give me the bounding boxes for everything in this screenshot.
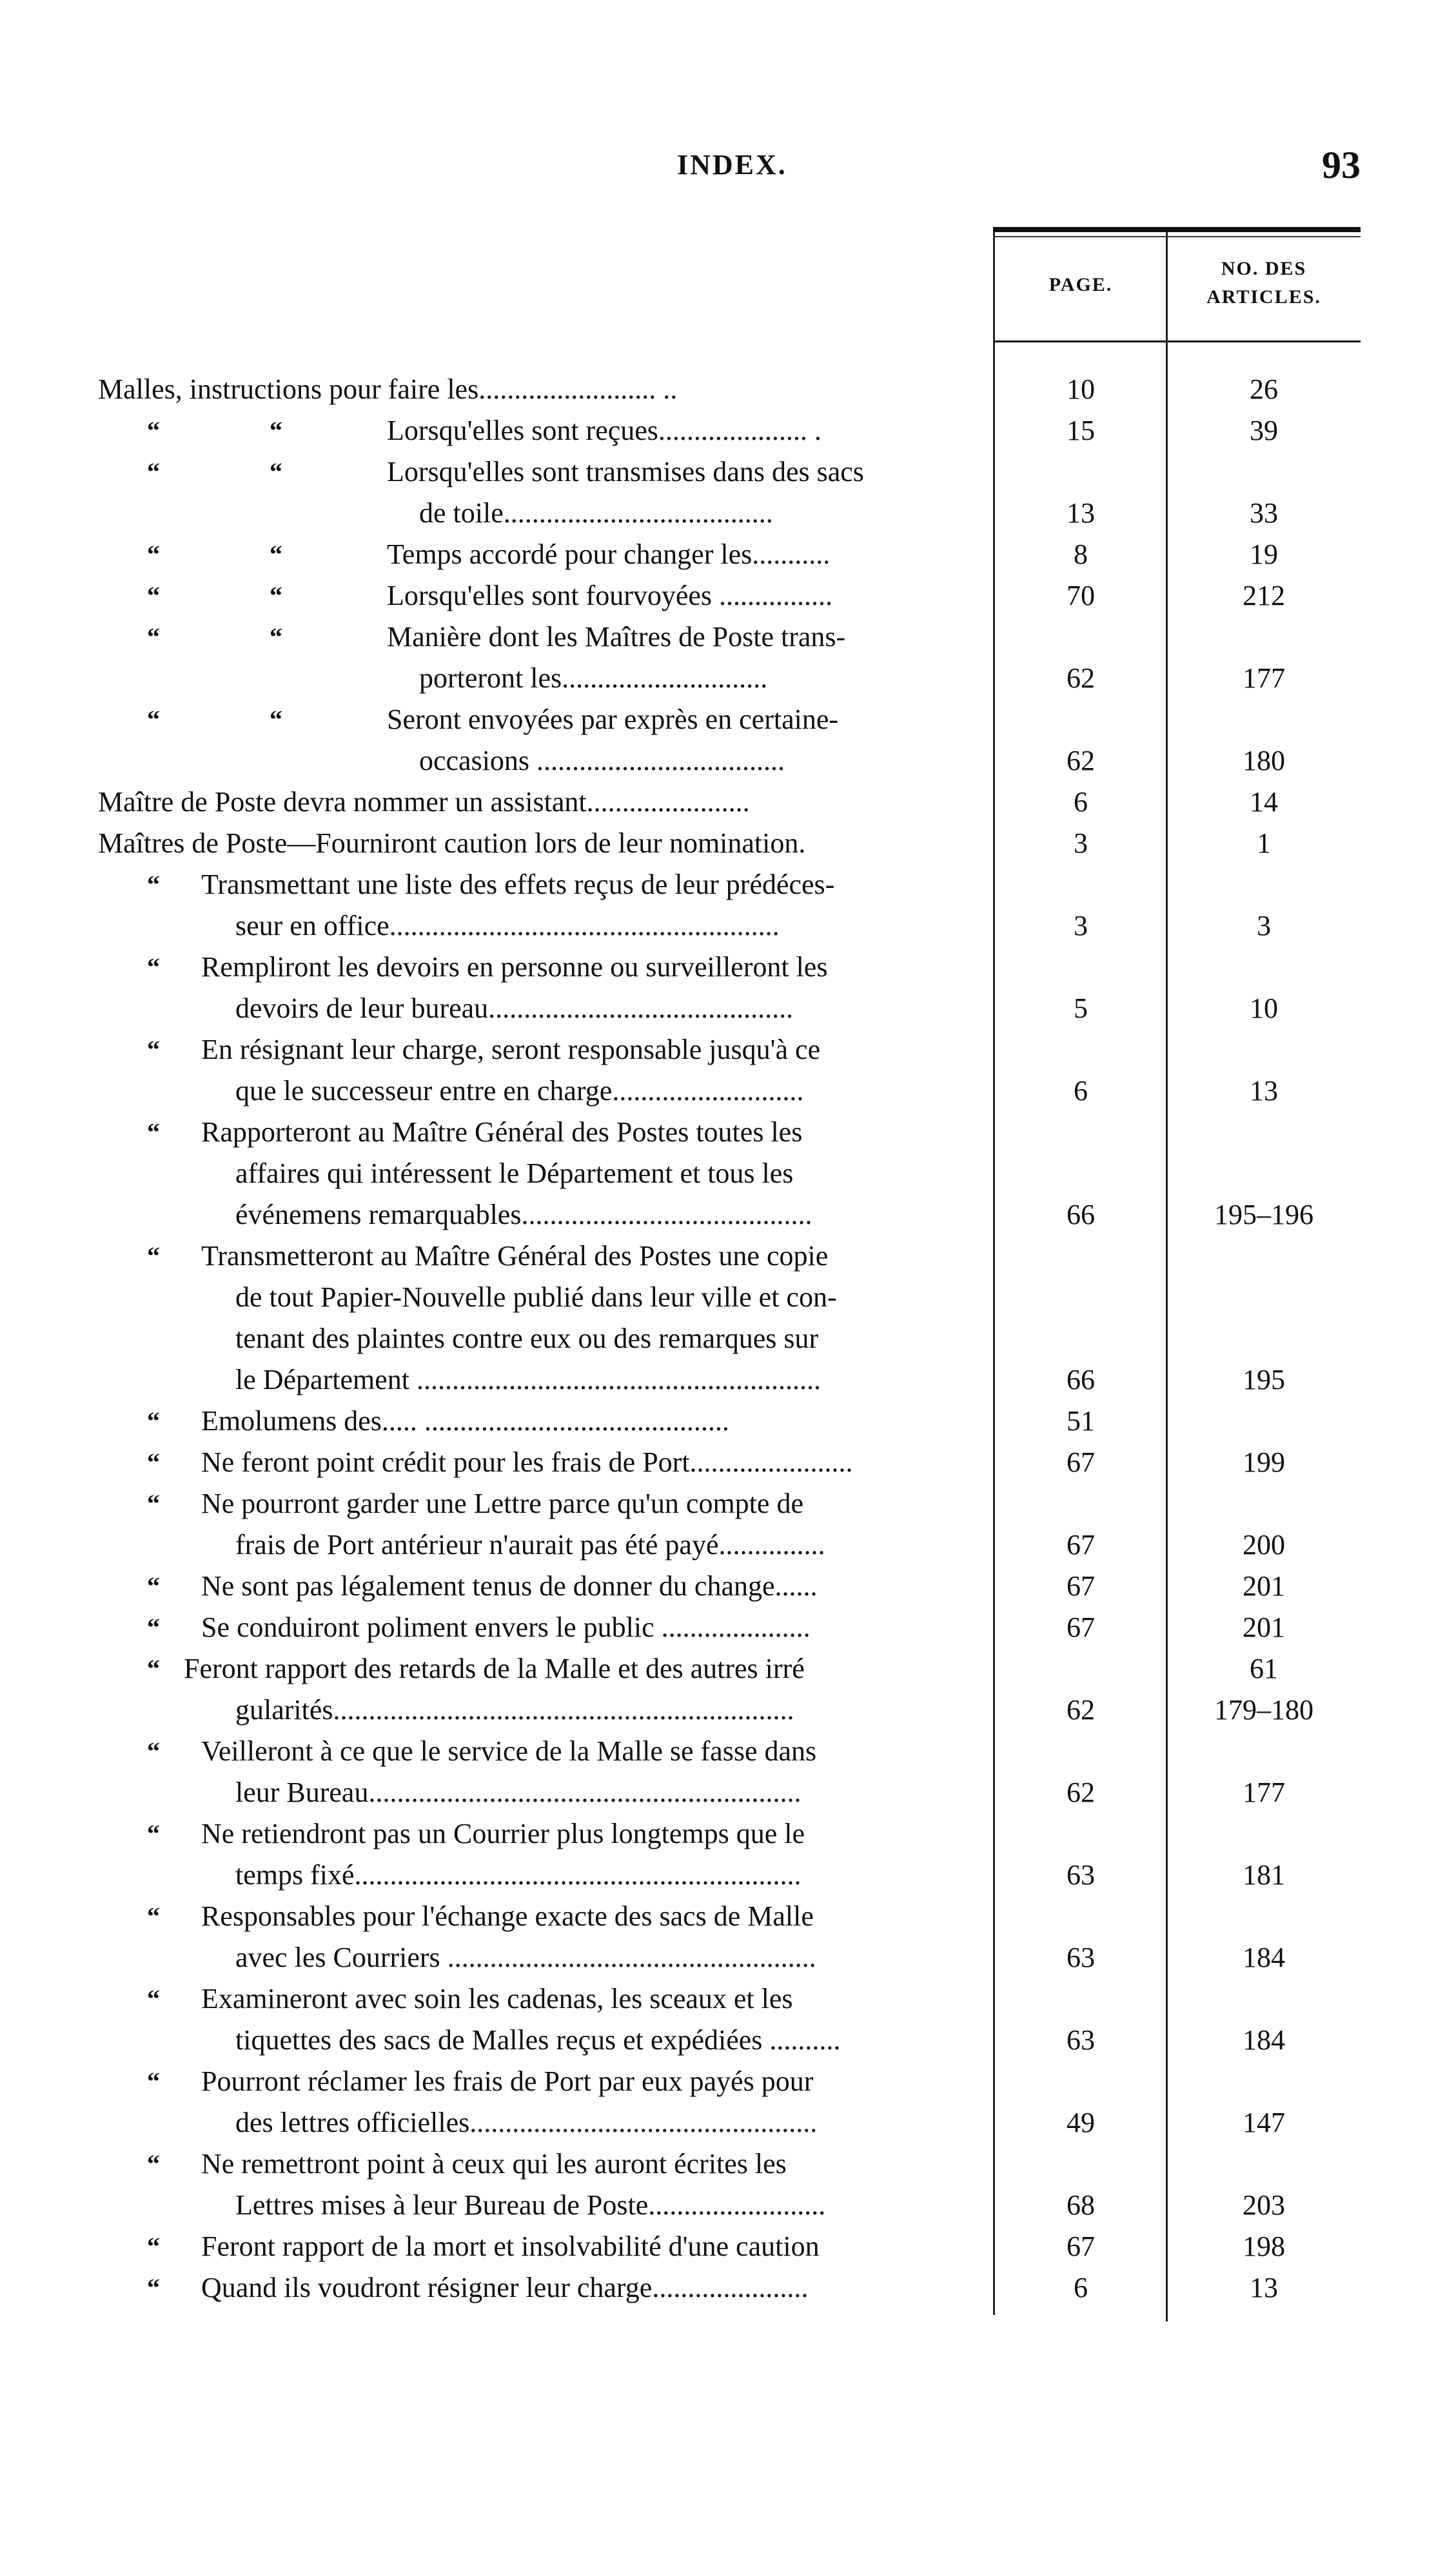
entry-text: gularités................................................................. [235, 1694, 794, 1726]
entry-text: Feront rapport de la mort et insolvabilité d'une caution [201, 2231, 820, 2262]
index-entry [0, 2226, 1456, 2267]
entry-page: 67 [1067, 1611, 1095, 1643]
entry-article: 19 [1250, 538, 1278, 570]
entry-text: leur Bureau............................................................. [235, 1777, 802, 1808]
entry-text: Veilleront à ce que le service de la Malle se fasse dans [201, 1735, 817, 1767]
entry-page: 62 [1067, 745, 1095, 776]
ditto-mark: “ [147, 2232, 160, 2261]
entry-text: Examineront avec soin les cadenas, les sceaux et les [201, 1983, 793, 2014]
ditto-mark: “ [147, 870, 160, 899]
index-entry [0, 658, 1456, 699]
entry-page: 63 [1067, 1859, 1095, 1891]
entry-page: 63 [1067, 1942, 1095, 1973]
entry-page: 62 [1067, 1694, 1095, 1726]
ditto-mark: “ [270, 540, 282, 569]
ditto-mark: “ [147, 1035, 160, 1064]
entry-text: Lorsqu'elles sont transmises dans des sacs [387, 456, 864, 488]
entry-page: 51 [1067, 1405, 1095, 1437]
entry-page: 49 [1067, 2107, 1095, 2138]
index-entry [0, 534, 1456, 575]
index-entry [0, 2020, 1456, 2061]
entry-article: 200 [1243, 1529, 1285, 1561]
entry-text: En résignant leur charge, seront responsable jusqu'à ce [201, 1034, 821, 1065]
ditto-mark: “ [270, 622, 282, 651]
index-entry [0, 988, 1456, 1029]
index-entry [0, 1813, 1456, 1855]
entry-text: le Département ......................................................... [235, 1364, 821, 1395]
index-entry [0, 2061, 1456, 2102]
ditto-mark: “ [147, 1654, 160, 1683]
index-entry [0, 1029, 1456, 1070]
entry-page: 62 [1067, 1777, 1095, 1808]
entry-text: Lorsqu'elles sont reçues..................... . [387, 415, 821, 446]
index-entry [0, 1483, 1456, 1524]
entry-article: 14 [1250, 786, 1278, 818]
entry-article: 177 [1243, 1777, 1285, 1808]
entry-text: devoirs de leur bureau........................................... [235, 992, 794, 1024]
entry-page: 13 [1067, 497, 1095, 529]
entry-page: 68 [1067, 2189, 1095, 2221]
entry-text: de tout Papier-Nouvelle publié dans leur ville et con- [235, 1281, 837, 1313]
entry-text: Ne feront point crédit pour les frais de Port....................... [201, 1446, 853, 1478]
entry-article: 199 [1243, 1446, 1285, 1478]
entry-text: de toile...................................... [419, 497, 773, 529]
index-entry [0, 2185, 1456, 2226]
index-entry [0, 1607, 1456, 1648]
table-top-rule-thin [993, 236, 1361, 237]
entry-page: 67 [1067, 1446, 1095, 1478]
index-entry [0, 1978, 1456, 2020]
index-entry [0, 1648, 1456, 1689]
entry-page: 6 [1074, 2272, 1088, 2303]
entry-text: Responsables pour l'échange exacte des sacs de Malle [201, 1900, 814, 1932]
entry-article: 212 [1243, 580, 1285, 611]
index-entry [0, 369, 1456, 410]
index-entry [0, 1112, 1456, 1153]
index-entry [0, 1359, 1456, 1401]
entry-article: 3 [1257, 910, 1271, 941]
entry-page: 66 [1067, 1199, 1095, 1230]
index-entry [0, 823, 1456, 864]
ditto-mark: “ [270, 416, 282, 445]
entry-text: que le successeur entre en charge........................... [235, 1075, 804, 1107]
ditto-mark: “ [147, 457, 160, 486]
entry-text: Malles, instructions pour faire les......................... .. [98, 373, 678, 405]
entry-page: 67 [1067, 2231, 1095, 2262]
index-entry [0, 1731, 1456, 1772]
index-entry [0, 616, 1456, 658]
ditto-mark: “ [147, 2149, 160, 2178]
index-entry [0, 864, 1456, 905]
index-entry [0, 699, 1456, 740]
entry-text: Temps accordé pour changer les........... [387, 538, 831, 570]
entry-article: 201 [1243, 1611, 1285, 1643]
ditto-mark: “ [147, 540, 160, 569]
index-entry [0, 493, 1456, 534]
entry-page: 63 [1067, 2024, 1095, 2056]
ditto-mark: “ [147, 2273, 160, 2302]
entry-article: 201 [1243, 1570, 1285, 1602]
running-head: INDEX. [677, 149, 787, 181]
ditto-mark: “ [147, 1489, 160, 1518]
entry-text: Pourront réclamer les frais de Port par eux payés pour [201, 2065, 814, 2097]
entry-text: Quand ils voudront résigner leur charge...................... [201, 2272, 809, 2303]
articles-header-line1: NO. DES [1221, 258, 1307, 279]
entry-text: frais de Port antérieur n'aurait pas été payé............... [235, 1529, 825, 1561]
index-entry [0, 782, 1456, 823]
entry-text: seur en office....................................................... [235, 910, 780, 941]
ditto-mark: “ [270, 581, 282, 610]
index-entry [0, 2102, 1456, 2143]
index-entry [0, 1318, 1456, 1359]
index-entry [0, 2143, 1456, 2185]
entry-article: 26 [1250, 373, 1278, 405]
entry-page: 67 [1067, 1570, 1095, 1602]
entry-article: 1 [1257, 827, 1271, 859]
ditto-mark: “ [147, 1902, 160, 1931]
ditto-mark: “ [147, 1118, 160, 1147]
entry-article: 181 [1243, 1859, 1285, 1891]
entry-article: 195–196 [1214, 1199, 1313, 1230]
entry-article: 203 [1243, 2189, 1285, 2221]
ditto-mark: “ [147, 705, 160, 734]
index-entry [0, 451, 1456, 493]
index-entry [0, 1524, 1456, 1566]
entry-article: 198 [1243, 2231, 1285, 2262]
ditto-mark: “ [147, 1406, 160, 1435]
index-entry [0, 1277, 1456, 1318]
index-entry [0, 1896, 1456, 1937]
ditto-mark: “ [147, 622, 160, 651]
entry-article: 13 [1250, 2272, 1278, 2303]
entry-article: 195 [1243, 1364, 1285, 1395]
entry-text: des lettres officielles................................................. [235, 2107, 818, 2138]
page-number: 93 [1322, 144, 1361, 186]
entry-text: Rapporteront au Maître Général des Postes toutes les [201, 1116, 803, 1148]
entry-article: 177 [1243, 662, 1285, 694]
entry-text: tiquettes des sacs de Malles reçus et expédiées .......... [235, 2024, 841, 2056]
index-entry [0, 1236, 1456, 1277]
index-entry [0, 575, 1456, 616]
ditto-mark: “ [147, 2067, 160, 2096]
ditto-mark: “ [147, 416, 160, 445]
entry-text: Transmetteront au Maître Général des Postes une copie [201, 1240, 829, 1272]
index-entry [0, 1937, 1456, 1978]
entry-article: 61 [1250, 1653, 1278, 1684]
entry-page: 3 [1074, 910, 1088, 941]
ditto-mark: “ [147, 1571, 160, 1601]
entry-article: 33 [1250, 497, 1278, 529]
entry-text: porteront les............................. [419, 662, 768, 694]
index-entry [0, 1442, 1456, 1483]
index-entry [0, 947, 1456, 988]
ditto-mark: “ [147, 1737, 160, 1766]
ditto-mark: “ [147, 1241, 160, 1270]
entry-page: 5 [1074, 992, 1088, 1024]
entry-text: temps fixé............................................................... [235, 1859, 802, 1891]
index-entry [0, 1689, 1456, 1731]
entry-text: Maîtres de Poste—Fourniront caution lors de leur nomination. [98, 827, 806, 859]
entry-page: 67 [1067, 1529, 1095, 1561]
entry-page: 6 [1074, 1075, 1088, 1107]
entry-text: Lorsqu'elles sont fourvoyées ................ [387, 580, 833, 611]
entry-text: Ne retiendront pas un Courrier plus longtemps que le [201, 1818, 805, 1849]
entry-text: Ne sont pas légalement tenus de donner du change...... [201, 1570, 818, 1602]
index-entry [0, 1194, 1456, 1236]
entry-text: Ne remettront point à ceux qui les auront écrites les [201, 2148, 787, 2180]
entry-text: Feront rapport des retards de la Malle et des autres irré [184, 1653, 805, 1684]
index-entry [0, 1070, 1456, 1112]
entry-text: Maître de Poste devra nommer un assistant....................... [98, 786, 750, 818]
index-entry [0, 410, 1456, 451]
page-column-header: PAGE. [1048, 274, 1113, 295]
index-entry [0, 905, 1456, 947]
entry-page: 66 [1067, 1364, 1095, 1395]
entry-page: 3 [1074, 827, 1088, 859]
entry-page: 10 [1067, 373, 1095, 405]
entry-article: 147 [1243, 2107, 1285, 2138]
index-entry [0, 1772, 1456, 1813]
entry-text: affaires qui intéressent le Département et tous les [235, 1157, 794, 1189]
entry-text: Emolumens des..... ........................................... [201, 1405, 729, 1437]
entry-article: 180 [1243, 745, 1285, 776]
entry-page: 70 [1067, 580, 1095, 611]
ditto-mark: “ [147, 1984, 160, 2013]
entry-text: Transmettant une liste des effets reçus de leur prédéces- [201, 869, 835, 900]
table-header-rule [993, 340, 1361, 342]
entry-article: 184 [1243, 2024, 1285, 2056]
entry-article: 179–180 [1214, 1694, 1313, 1726]
entry-text: Manière dont les Maîtres de Poste trans- [387, 621, 846, 653]
entry-article: 10 [1250, 992, 1278, 1024]
entry-article: 13 [1250, 1075, 1278, 1107]
index-entry [0, 1566, 1456, 1607]
ditto-mark: “ [270, 705, 282, 734]
index-entry [0, 1153, 1456, 1194]
ditto-mark: “ [147, 1819, 160, 1848]
entry-text: Se conduiront poliment envers le public ..................... [201, 1611, 811, 1643]
ditto-mark: “ [147, 952, 160, 981]
ditto-mark: “ [147, 581, 160, 610]
entry-text: Rempliront les devoirs en personne ou surveilleront les [201, 951, 828, 983]
index-entry [0, 1401, 1456, 1442]
index-entry [0, 1855, 1456, 1896]
index-entry [0, 740, 1456, 782]
articles-column-header [1168, 255, 1359, 311]
entry-text: événemens remarquables......................................... [235, 1199, 812, 1230]
entry-text: Lettres mises à leur Bureau de Poste......................... [235, 2189, 826, 2221]
entry-article: 39 [1250, 415, 1278, 446]
entry-article: 184 [1243, 1942, 1285, 1973]
entry-text: Seront envoyées par exprès en certaine- [387, 704, 839, 735]
ditto-mark: “ [147, 1448, 160, 1477]
articles-header-line2: ARTICLES. [1206, 286, 1321, 308]
entry-text: Ne pourront garder une Lettre parce qu'un compte de [201, 1488, 803, 1519]
ditto-mark: “ [147, 1613, 160, 1642]
entry-page: 8 [1074, 538, 1088, 570]
table-top-rule [993, 227, 1361, 232]
index-entry [0, 2267, 1456, 2309]
entry-page: 15 [1067, 415, 1095, 446]
entry-text: tenant des plaintes contre eux ou des remarques sur [235, 1323, 819, 1354]
entry-page: 6 [1074, 786, 1088, 818]
entry-text: occasions ................................... [419, 745, 785, 776]
entry-page: 62 [1067, 662, 1095, 694]
ditto-mark: “ [270, 457, 282, 486]
entry-text: avec les Courriers .................................................... [235, 1942, 816, 1973]
